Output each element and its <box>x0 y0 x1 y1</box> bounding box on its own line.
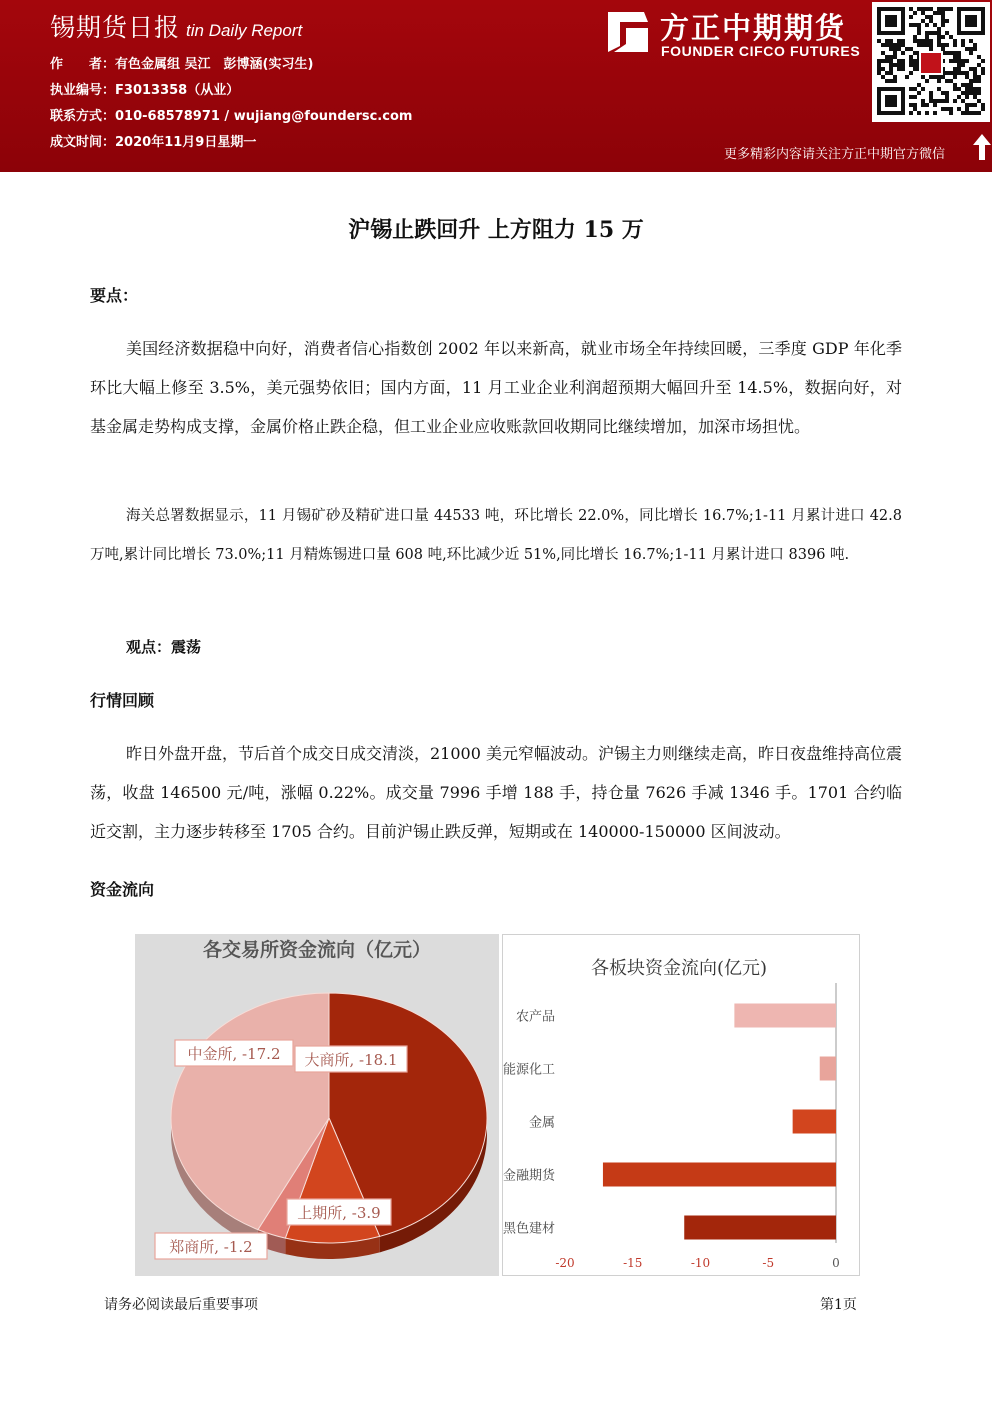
pie-title: 各交易所资金流向（亿元） <box>202 939 432 961</box>
pie-label-1: 上期所, -3.9 <box>297 1204 381 1222</box>
exchange-flow-chart <box>135 934 499 1276</box>
pie-label-3: 中金所, -17.2 <box>187 1045 281 1063</box>
qr-code-icon <box>872 2 990 122</box>
bar-category-label-1: 能源化工 <box>503 1062 555 1078</box>
bar-3 <box>603 1163 836 1187</box>
qr-code[interactable] <box>872 2 990 122</box>
logo-text-cn: 方正中期期货 <box>660 11 847 45</box>
author-row <box>50 52 412 78</box>
contact-label: 联系方式： <box>50 109 116 124</box>
bar-category-label-4: 黑色建材 <box>503 1221 555 1237</box>
bar-tick-label-0: -20 <box>555 1256 575 1270</box>
report-title <box>50 8 302 44</box>
report-title-cn: 锡期货日报 <box>50 13 181 42</box>
paragraph-customs: 海关总署数据显示，11 月锡矿砂及精矿进口量 44533 吨，环比增长 22.0%，同比增长 16.7%;1-11 月累计进口 42.8 万吨,累计同比增长 73.0%;11 月精炼锡进口量 608 吨,环比减少近 51%,同比增长 16.7%;1-11 月累计进口 8396 吨. <box>90 508 902 563</box>
document-title: 沪锡止跌回升 上方阻力 15 万 <box>348 217 644 243</box>
key-points-heading: 要点： <box>90 286 139 305</box>
date-value: 2020年11月9日星期一 <box>115 135 257 150</box>
date-row <box>50 130 412 156</box>
report-title-en: tin Daily Report <box>186 21 303 40</box>
bar-1 <box>820 1057 836 1081</box>
contact-value[interactable]: 010-68578971 / wujiang@foundersc.com <box>115 109 413 124</box>
author-label: 作 者： <box>50 57 116 72</box>
pie-chart-svg <box>135 934 499 1276</box>
page-number: 第1页 <box>820 1297 857 1313</box>
arrow-up-icon <box>973 134 991 160</box>
paragraph-market-review: 昨日外盘开盘，节后首个成交日成交清淡，21000 美元窄幅波动。沪锡主力则继续走高，昨日夜盘维持高位震荡，收盘 146500 元/吨，涨幅 0.22%。成交量 7996 手增 188 手，持仓量 7626 手减 1346 手。1701 合约临近交割，主力逐步转移至 1705 合约。目前沪锡止跌反弹，短期或在 140000-150000 区间波动。 <box>90 744 902 841</box>
sector-flow-chart <box>502 934 860 1276</box>
market-review-heading: 行情回顾 <box>90 691 155 710</box>
footer-disclaimer: 请务必阅读最后重要事项 <box>104 1297 258 1313</box>
bar-tick-label-3: -5 <box>762 1256 775 1270</box>
report-meta <box>50 52 412 156</box>
bar-tick-label-2: -10 <box>690 1256 711 1270</box>
logo-mark-icon <box>604 8 652 56</box>
company-logo <box>604 6 866 64</box>
viewpoint: 观点：震荡 <box>126 638 202 656</box>
bar-title: 各板块资金流向(亿元) <box>590 958 768 979</box>
paragraph-macro: 美国经济数据稳中向好，消费者信心指数创 2002 年以来新高，就业市场全年持续回暖，三季度 GDP 年化季环比大幅上修至 3.5%，美元强势依旧；国内方面，11 月工业企业利润超预期大幅回升至 14.5%，数据向好，对基金属走势构成支撑，金属价格止跌企稳，但工业企业应收账款回收期同比继续增加，加深市场担忧。 <box>90 339 902 436</box>
bar-category-label-0: 农产品 <box>515 1009 555 1025</box>
license-value: F3013358（从业） <box>115 83 240 98</box>
bar-category-label-3: 金融期货 <box>503 1168 555 1184</box>
license-label: 执业编号： <box>50 83 116 98</box>
bar-2 <box>793 1110 836 1134</box>
pie-label-0: 大商所, -18.1 <box>304 1051 398 1069</box>
pie-label-2: 郑商所, -1.2 <box>169 1238 253 1256</box>
logo-text-en: FOUNDER CIFCO FUTURES <box>661 43 861 59</box>
wechat-note: 更多精彩内容请关注方正中期官方微信 <box>724 147 946 162</box>
license-row <box>50 78 412 104</box>
bar-tick-label-4: 0 <box>832 1256 840 1270</box>
fund-flow-heading: 资金流向 <box>90 880 155 899</box>
author-value: 有色金属组 吴江 彭博涵(实习生) <box>115 57 314 72</box>
bar-4 <box>684 1216 836 1240</box>
report-header <box>0 0 992 172</box>
contact-row <box>50 104 412 130</box>
bar-0 <box>734 1004 836 1028</box>
bar-category-label-2: 金属 <box>528 1115 555 1131</box>
bar-chart-svg <box>503 935 859 1275</box>
date-label: 成文时间： <box>50 135 116 150</box>
bar-tick-label-1: -15 <box>623 1256 643 1270</box>
